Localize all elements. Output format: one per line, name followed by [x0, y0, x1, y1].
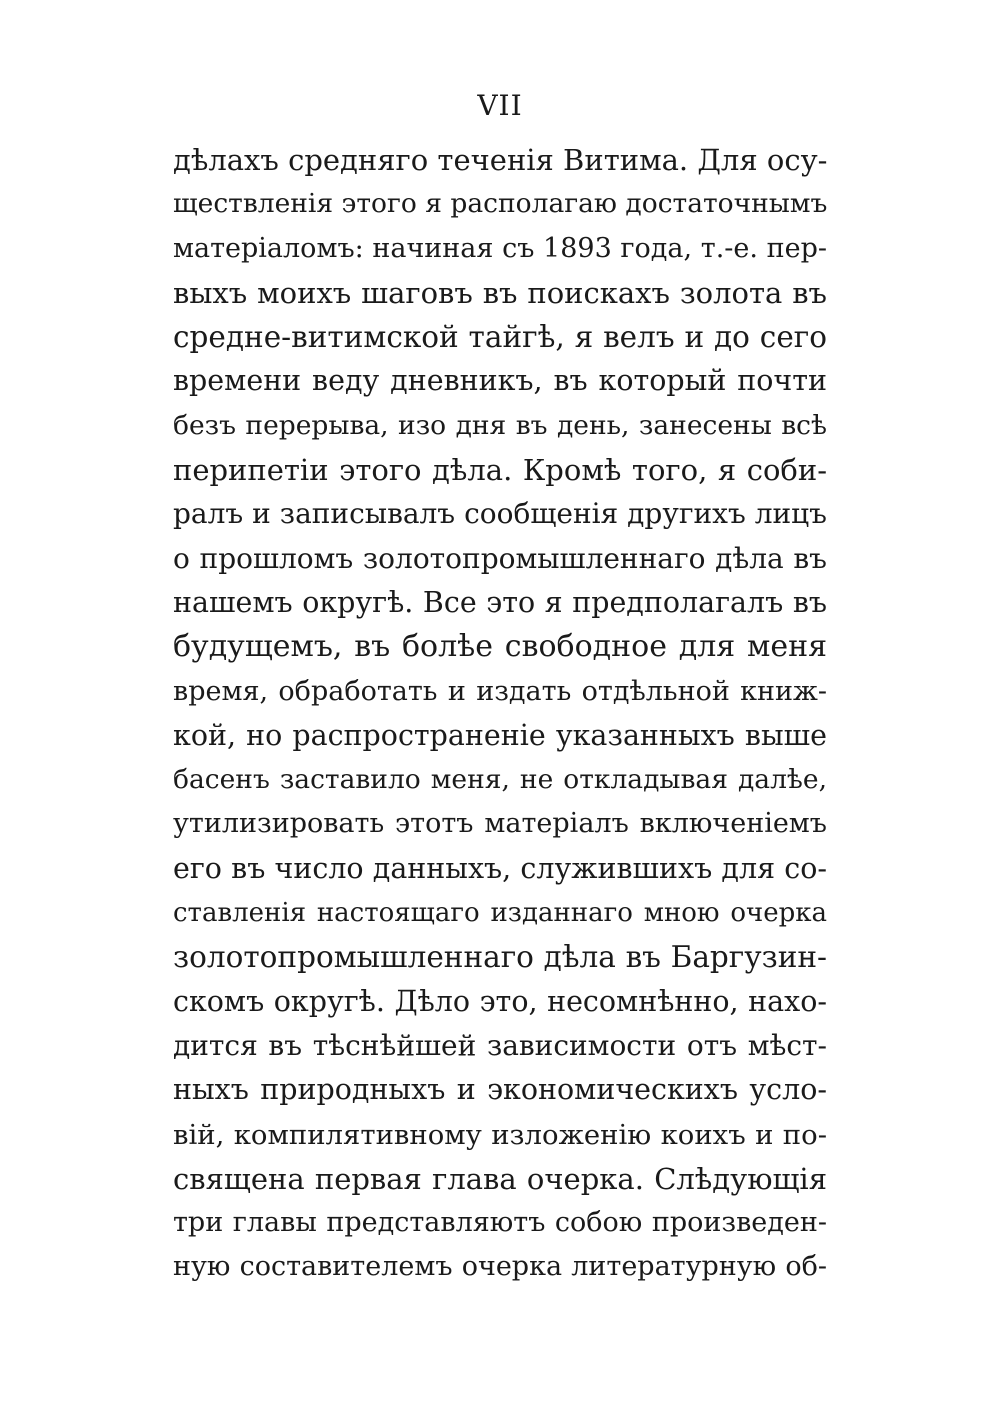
- text-line: ставленія настоящаго изданнаго мною очерка: [173, 898, 827, 929]
- text-line: матеріаломъ: начиная съ 1893 года, т.-е. пер-: [173, 232, 827, 264]
- page-number: VII: [477, 89, 523, 122]
- text-line: нашемъ округѣ. Все это я предполагалъ въ: [173, 585, 827, 619]
- text-line: дѣлахъ средняго теченія Витима. Для осу-: [173, 143, 827, 177]
- text-line: времени веду дневникъ, въ который почти: [173, 364, 827, 398]
- text-line: о прошломъ золотопромышленнаго дѣла въ: [173, 541, 827, 575]
- text-line: его въ число данныхъ, служившихъ для со-: [173, 851, 827, 885]
- text-line: ществленія этого я располагаю достаточнымъ: [173, 188, 827, 220]
- text-line: священа первая глава очерка. Слѣдующія: [173, 1161, 827, 1196]
- text-line: золотопромышленнаго дѣла въ Баргузин-: [173, 940, 827, 975]
- text-line: вій, компилятивному изложенію коихъ и по-: [173, 1118, 827, 1151]
- text-line: ную составителемъ очерка литературную об-: [173, 1251, 827, 1283]
- body-text: [173, 138, 827, 1290]
- text-line: будущемъ, въ болѣе свободное для меня: [173, 629, 827, 665]
- text-line: ралъ и записывалъ сообщенія другихъ лицъ: [173, 497, 827, 531]
- text-line: средне-витимской тайгѣ, я велъ и до сего: [173, 320, 827, 355]
- text-line: дится въ тѣснѣйшей зависимости отъ мѣст-: [173, 1028, 827, 1062]
- text-line: выхъ моихъ шаговъ въ поискахъ золота въ: [173, 275, 827, 310]
- text-line: кой, но распространеніе указанныхъ выше: [173, 718, 827, 752]
- text-line: три главы представляютъ собою произведен-: [173, 1207, 827, 1239]
- text-line: скомъ округѣ. Дѣло это, несомнѣнно, нахо-: [173, 984, 827, 1018]
- text-line: безъ перерыва, изо дня въ день, занесены всѣ: [173, 409, 827, 441]
- text-line: ныхъ природныхъ и экономическихъ усло-: [173, 1073, 827, 1107]
- text-line: басенъ заставило меня, не откладывая далѣе,: [173, 764, 827, 796]
- text-line: утилизировать этотъ матеріалъ включеніемъ: [173, 808, 827, 840]
- text-line: перипетіи этого дѣла. Кромѣ того, я соби-: [173, 453, 827, 488]
- text-line: время, обработать и издать отдѣльной книж-: [173, 675, 827, 707]
